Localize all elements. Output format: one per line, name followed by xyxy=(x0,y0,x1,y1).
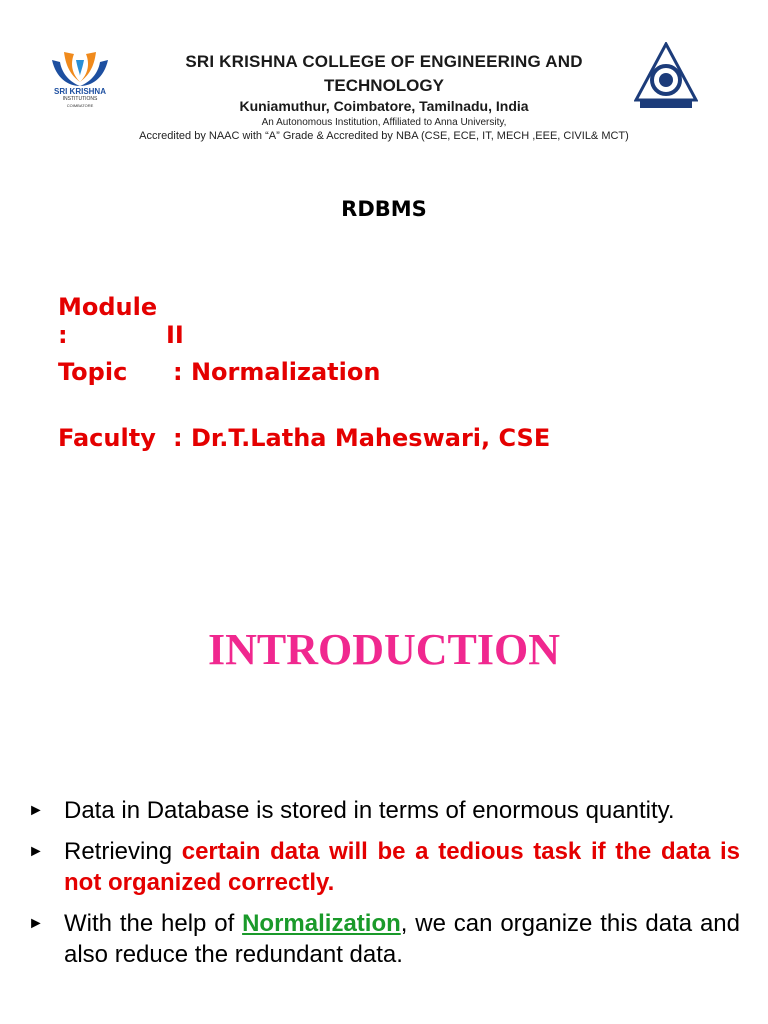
affiliation-text: An Autonomous Institution, Affiliated to Anna University, xyxy=(261,117,507,128)
college-name-line2: TECHNOLOGY xyxy=(324,76,444,95)
bullet-list xyxy=(28,795,740,980)
topic-row xyxy=(58,358,380,386)
bullet-text: , we can organize this data and also reduce the redundant data. xyxy=(64,910,740,968)
topic-value: : Normalization xyxy=(173,358,381,386)
accreditation-text: Accredited by NAAC with “A” Grade & Accredited by NBA (CSE, ECE, IT, MECH ,EEE, CIVIL& MCT) xyxy=(139,130,629,142)
bullet-arrow-icon: ► xyxy=(28,802,44,819)
logo-text: SRI KRISHNA xyxy=(53,87,106,96)
bullet-arrow-icon: ► xyxy=(28,843,44,860)
faculty-value: : Dr.T.Latha Maheswari, CSE xyxy=(173,424,551,452)
faculty-row xyxy=(58,424,550,452)
bullet-text: With the help of xyxy=(64,910,243,937)
topic-label: Topic xyxy=(58,358,128,386)
faculty-label: Faculty xyxy=(58,424,156,452)
section-heading: INTRODUCTION xyxy=(207,625,561,674)
college-name-line1: SRI KRISHNA COLLEGE OF ENGINEERING AND xyxy=(185,52,583,71)
module-label: Module : xyxy=(58,293,158,349)
bullet-highlight-text: certain data will be a tedious task if the data is not organized correctly. xyxy=(64,838,741,896)
bullet-item xyxy=(28,795,740,826)
bullet-item xyxy=(28,836,740,898)
bullet-text: Data in Database is stored in terms of enormous quantity. xyxy=(64,797,675,824)
normalization-link[interactable]: Normalization xyxy=(242,910,401,937)
bullet-item xyxy=(28,908,740,970)
bullet-text: Retrieving xyxy=(64,838,182,865)
subject-title: RDBMS xyxy=(341,197,427,221)
module-value: II xyxy=(166,321,184,349)
bullet-arrow-icon: ► xyxy=(28,915,44,932)
module-row xyxy=(58,293,184,349)
logo-subtext: INSTITUTIONS xyxy=(62,96,98,102)
college-address: Kuniamuthur, Coimbatore, Tamilnadu, India xyxy=(239,98,529,114)
logo-city: COIMBATORE xyxy=(66,103,94,108)
